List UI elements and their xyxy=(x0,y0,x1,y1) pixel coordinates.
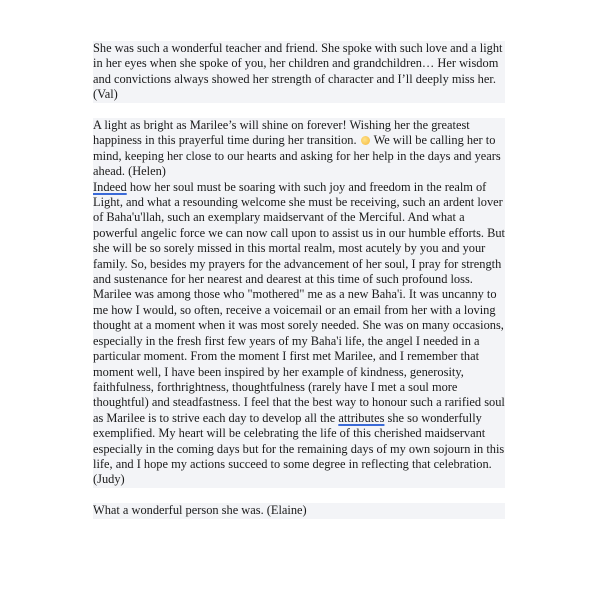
tribute-judy xyxy=(93,180,505,488)
tribute-judy-text-1: how her soul must be soaring with such joy and freedom in the realm of Light, and what a resounding welcome she must be receiving, such an ardent lover of Baha'u'llah, such an exemplary maidservant of the Merciful. And what a powerful angelic force we can now call upon to assist us in our humble efforts. But she will be so sorely missed in this mortal realm, most acutely by you and your family. So, besides my prayers for the advancement of her soul, I pray for strength and sustenance for her nearest and dearest at this time of such profound loss. Marilee was among those who "mothered" me as a new Baha'i. It was uncanny to me how I would, so often, receive a voicemail or an email from her with a loving thought at a moment when it was most sorely needed. She was on many occasions, especially in the fresh first few years of my Baha'i life, the angel I needed in a particular moment. From the moment I first met Marilee, and I remember that moment well, I have been inspired by her example of kindness, generosity, faithfulness, forthrightness, thoughtfulness (rarely have I met a soul more thoughtful) and steadfastness. I feel that the best way to honour such a rarified soul as Marilee is to strive each day to develop all the xyxy=(93,179,506,425)
tribute-elaine xyxy=(93,503,505,518)
tribute-elaine-text: What a wonderful person she was. (Elaine) xyxy=(93,503,307,518)
tribute-val-text: She was such a wonderful teacher and friend. She spoke with such love and a light in her eyes when she spoke of you, her children and grandchildren… Her wisdom and convictions always showed her strength of character and I’ll deeply miss her. (Val) xyxy=(93,41,503,102)
document-page xyxy=(93,41,505,519)
tribute-helen-text-start: A light as bright as Marilee’s will shine on forever! Wishing her the greatest happiness in this prayerful time during her transition. xyxy=(93,118,470,148)
tribute-val xyxy=(93,41,505,103)
tribute-helen xyxy=(93,118,505,180)
tribute-judy-text-2: she so wonderfully exemplified. My heart will be celebrating the life of this cherished maidservant especially in the coming days but for the remaining days of my own sojourn in this life, and I hope my actions succeed to some degree in reflecting that celebration. (Judy) xyxy=(93,410,505,487)
spellcheck-word-attributes[interactable]: attributes xyxy=(338,410,385,425)
tribute-helen-text-end: We will be calling her to mind, keeping her close to our hearts and asking for her help in the days and years ahead. (Helen) xyxy=(93,133,501,179)
spellcheck-word-indeed[interactable]: Indeed xyxy=(93,179,127,194)
paragraph-gap xyxy=(93,103,505,118)
paragraph-gap xyxy=(93,488,505,503)
folded-hands-emoji-icon xyxy=(361,136,370,145)
